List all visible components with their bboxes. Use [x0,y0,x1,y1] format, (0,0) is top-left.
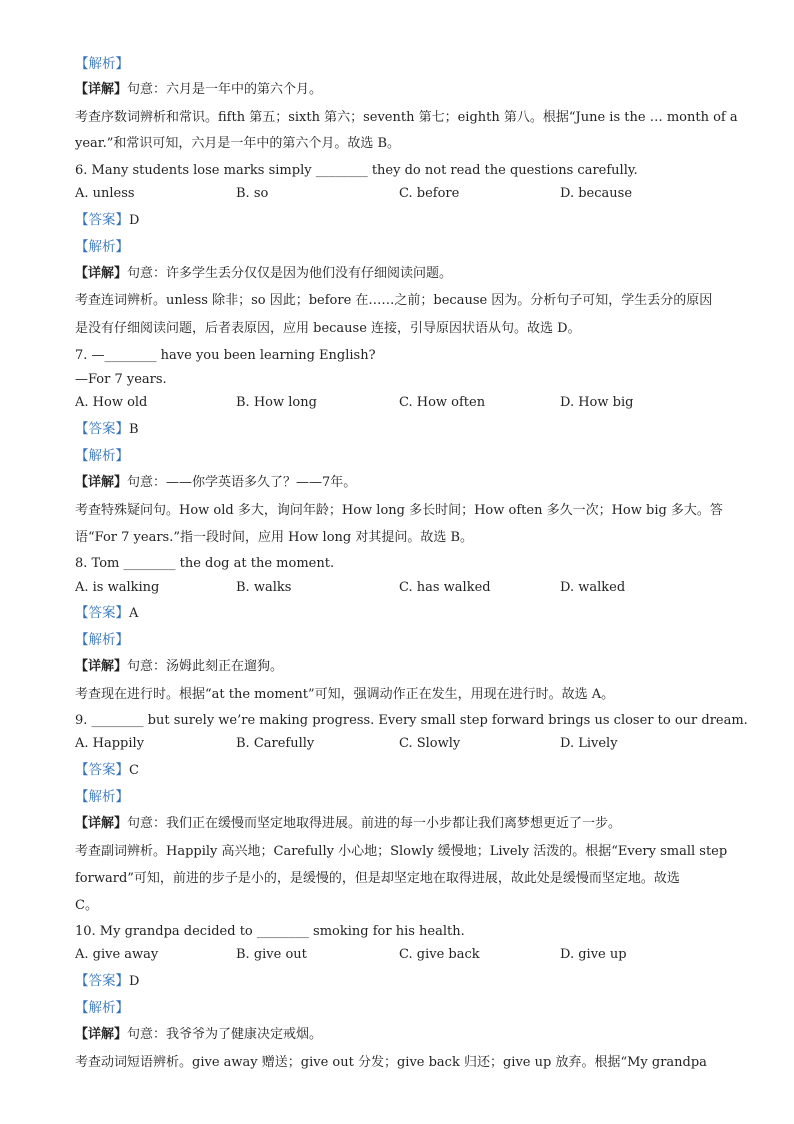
option-b: B. give out [236,947,307,962]
option-a: A. Happily [75,736,145,751]
explanation-line: 语“For 7 years.”指一段时间，应用 How long 对其提问。故选 B。 [75,530,474,545]
analysis-label: 【解析】 [75,448,129,464]
explanation-line: forward”可知，前进的步子是小的，是缓慢的，但是却坚定地在取得进展，故此处是缓慢而坚定地。故选 [75,871,680,886]
analysis-label: 【解析】 [75,239,129,255]
analysis-label: 【解析】 [75,789,129,805]
question-9: 9. ________ but surely we’re making progress. Every small step forward brings us closer to our dream. [75,713,748,728]
detail-line: 【详解】句意：许多学生丢分仅仅是因为他们没有仔细阅读问题。 [75,266,453,281]
option-b: B. so [236,186,269,201]
option-a: A. How old [75,395,148,410]
option-d: D. How big [560,395,634,410]
answer-line: 【答案】D [75,212,140,228]
explanation-line: 考查副词辨析。Happily 高兴地；Carefully 小心地；Slowly 缓慢地；Lively 活泼的。根据“Every small step [75,844,728,859]
explanation-line: 考查现在进行时。根据“at the moment”可知，强调动作正在发生，用现在进行时。故选 A。 [75,687,615,702]
option-a: A. unless [75,186,135,201]
option-d: D. because [560,186,633,201]
detail-line: 【详解】句意：——你学英语多久了？——7年。 [75,475,357,490]
question-6: 6. Many students lose marks simply ________ they do not read the questions carefully. [75,163,638,178]
option-b: B. Carefully [236,736,315,751]
analysis-label: 【解析】 [75,1000,129,1016]
answer-line: 【答案】B [75,421,139,437]
explanation-line: 是没有仔细阅读问题，后者表原因，应用 because 连接，引导原因状语从句。故选 D。 [75,321,581,336]
option-b: B. How long [236,395,317,410]
analysis-label: 【解析】 [75,632,129,648]
analysis-label: 【解析】 [75,56,129,72]
explanation-line: 考查动词短语辨析。give away 赠送；give out 分发；give back 归还；give up 放弃。根据“My grandpa [75,1055,707,1070]
option-b: B. walks [236,580,292,595]
detail-line: 【详解】句意：我们正在缓慢而坚定地取得进展。前进的每一小步都让我们离梦想更近了一步。 [75,816,622,831]
option-a: A. is walking [75,580,160,595]
explanation-line: 考查序数词辨析和常识。fifth 第五；sixth 第六；seventh 第七；eighth 第八。根据“June is the … month of a [75,110,738,125]
answer-line: 【答案】D [75,973,140,989]
explanation-line: year.”和常识可知，六月是一年中的第六个月。故选 B。 [75,136,401,151]
explanation-line: C。 [75,898,98,913]
option-c: C. before [399,186,460,201]
option-c: C. Slowly [399,736,461,751]
question-7: 7. —________ have you been learning English? [75,348,376,363]
option-d: D. give up [560,947,627,962]
option-d: D. walked [560,580,626,595]
detail-line: 【详解】句意：汤姆此刻正在遛狗。 [75,659,284,674]
answer-line: 【答案】C [75,762,139,778]
option-c: C. give back [399,947,480,962]
question-8: 8. Tom ________ the dog at the moment. [75,556,335,571]
answer-line: 【答案】A [75,605,139,621]
explanation-line: 考查特殊疑问句。How old 多大，询问年龄；How long 多长时间；How often 多久一次；How big 多大。答 [75,503,723,518]
detail-line: 【详解】句意：我爷爷为了健康决定戒烟。 [75,1027,323,1042]
option-d: D. Lively [560,736,618,751]
option-a: A. give away [75,947,159,962]
question-7-reply: —For 7 years. [75,372,167,387]
question-10: 10. My grandpa decided to ________ smoking for his health. [75,924,465,939]
detail-line: 【详解】句意：六月是一年中的第六个月。 [75,82,323,97]
explanation-line: 考查连词辨析。unless 除非；so 因此；before 在……之前；because 因为。分析句子可知，学生丢分的原因 [75,293,713,308]
option-c: C. How often [399,395,486,410]
option-c: C. has walked [399,580,491,595]
